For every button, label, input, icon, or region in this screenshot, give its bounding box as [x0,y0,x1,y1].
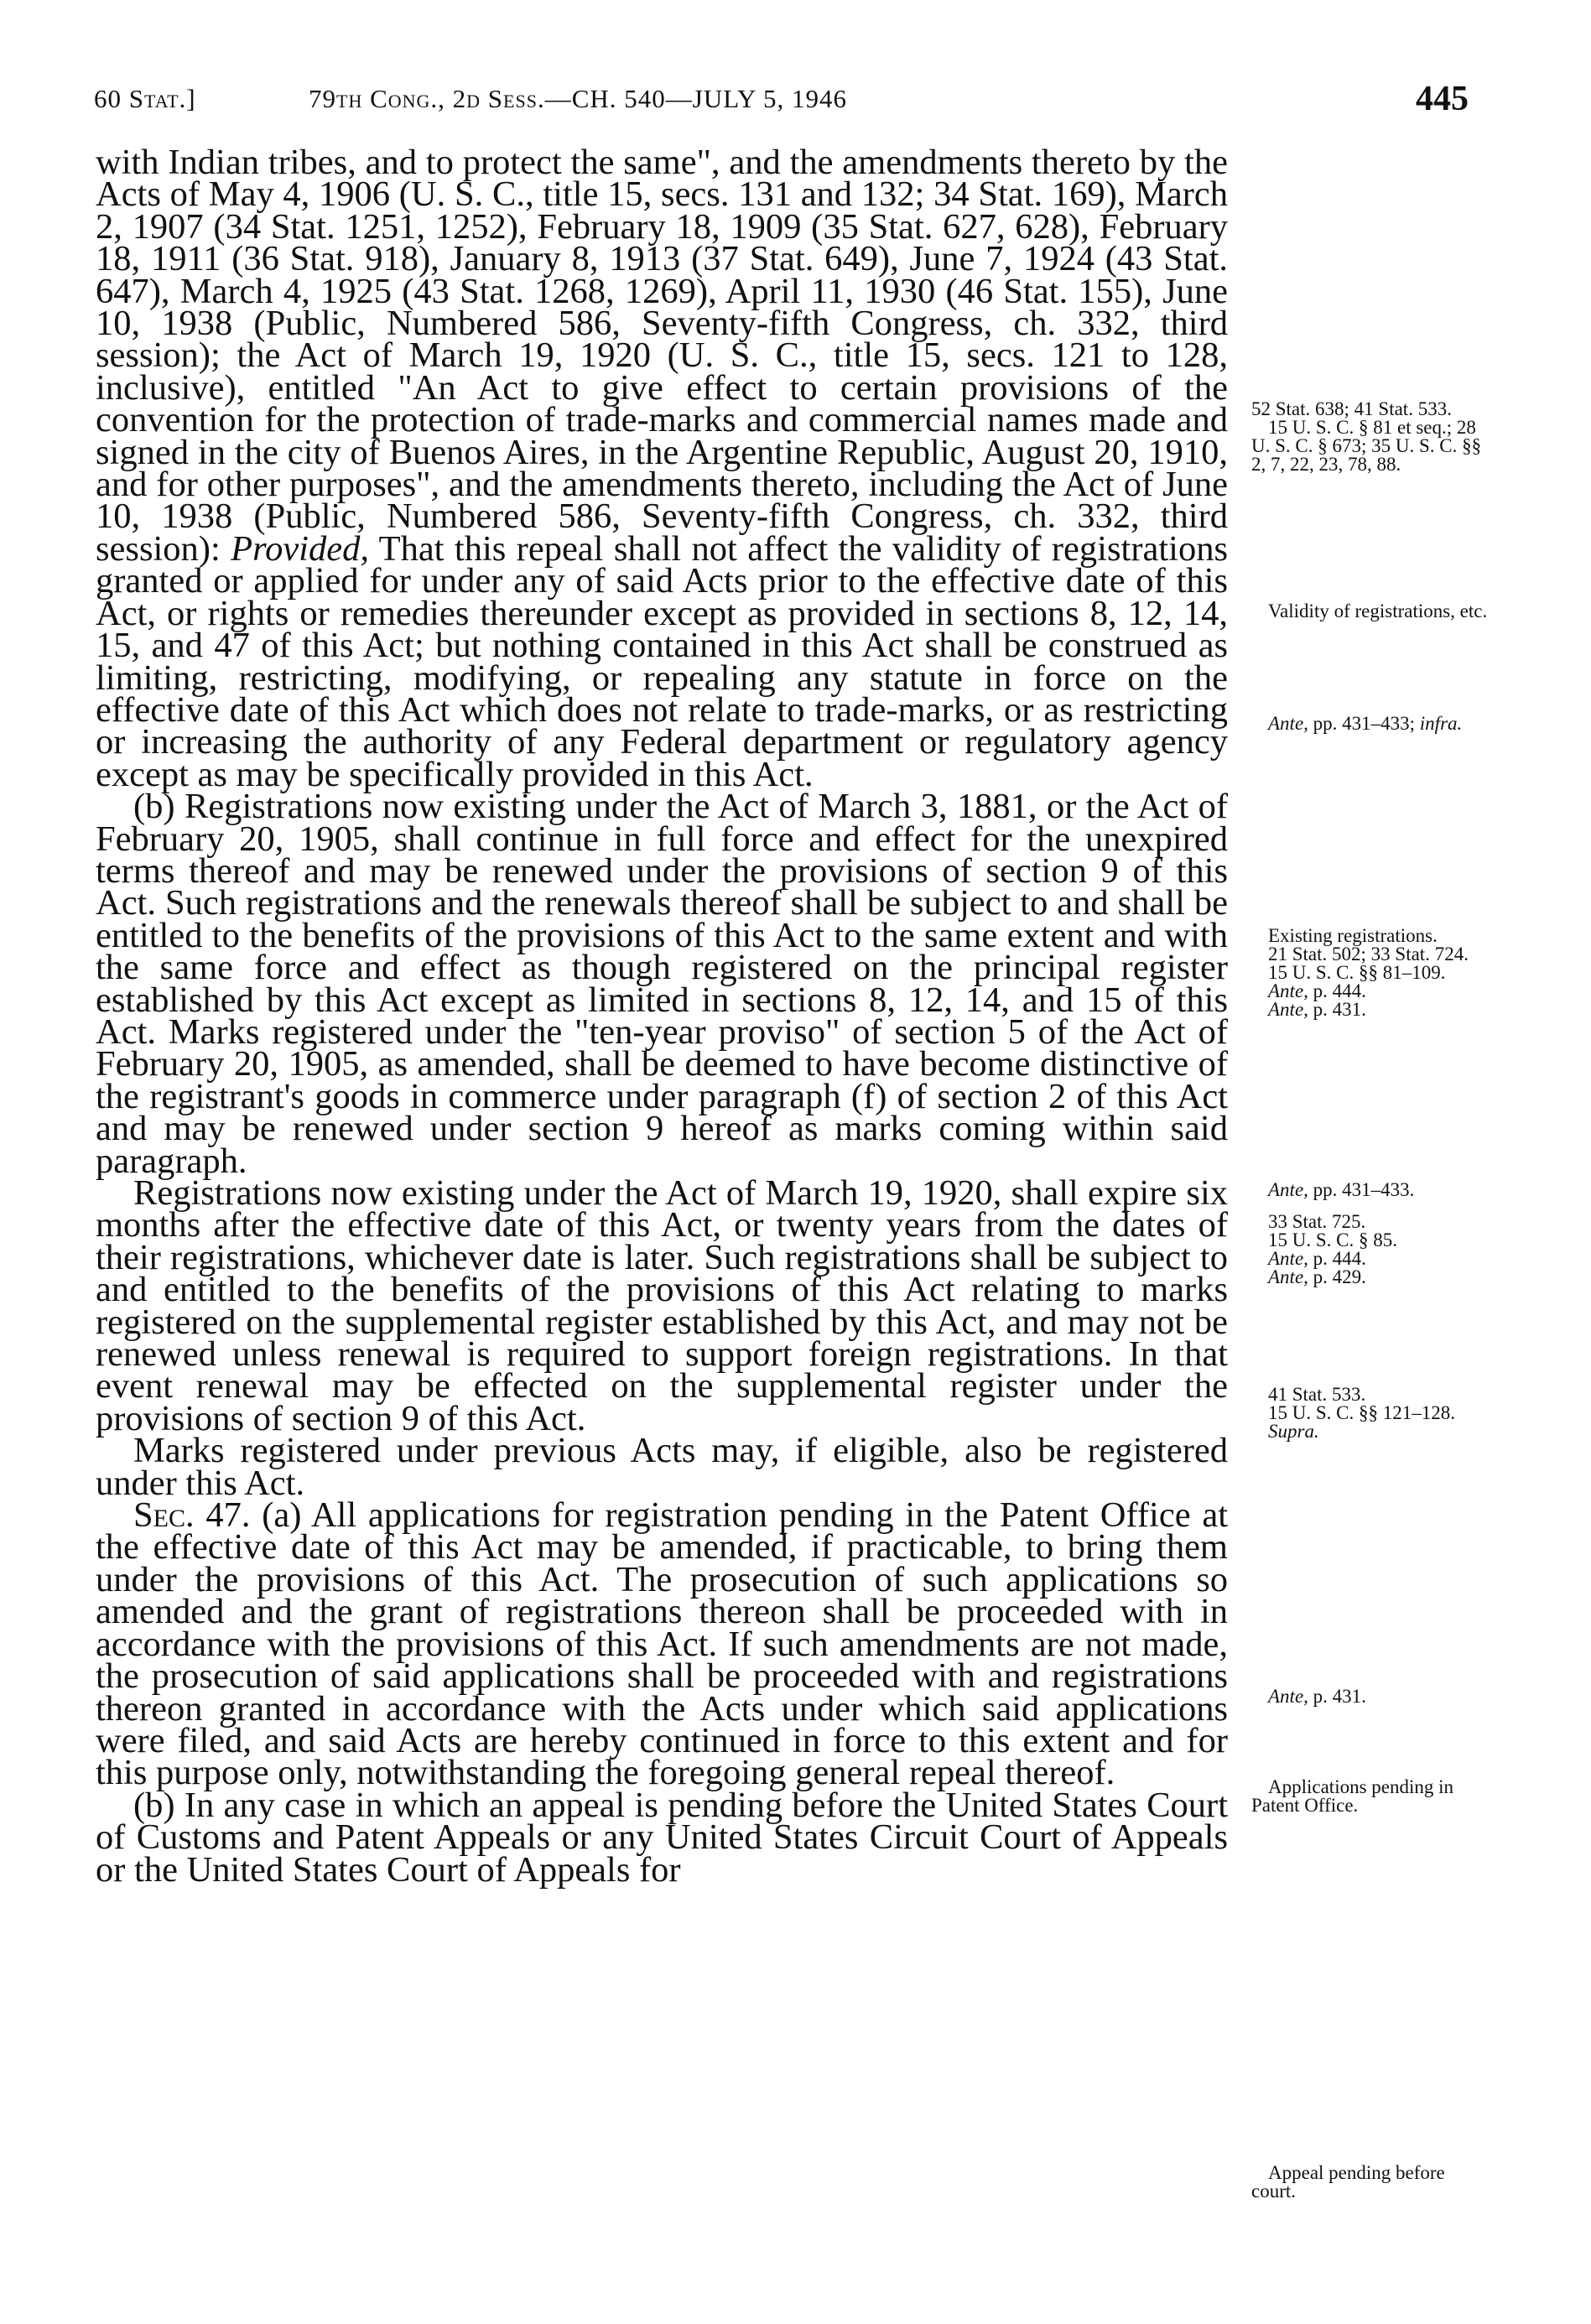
margin-note-ante-431 [1251,1687,1490,1706]
proviso-word: Provided, [231,528,369,569]
sec-47-a-text: (a) All applications for registration pending in the Patent Office at the effective date of this Act may be amended, if practicable, to bring them under the provisions of this Act. The prosecution of such applications so amended and the grant of registrations thereon shall be proceeded with in accordance with the provisions of this Act. If such amendments are not made, the prosecution of said applications shall be proceeded with and registrations thereon granted in accordance with the Acts under which said applications were filed, and said Acts are hereby continued in force to this extent and for this purpose only, notwithstanding the foregoing general repeal thereof. [96,1495,1228,1793]
supra-ref: Supra. [1268,1421,1319,1442]
note-validity-heading: Validity of registrations, etc. [1268,600,1488,621]
note-usc-citation: 15 U. S. C. § 85. [1268,1230,1397,1250]
congress-chapter-date: 79th Cong., 2d Sess.—CH. 540—JULY 5, 1946 [309,84,848,113]
page-ref: pp. 431–433; [1313,713,1416,734]
ante-ref: Ante, [1268,1266,1308,1287]
paragraph-sec-47-b: (b) In any case in which an appeal is pending before the United States Court of Customs and Patent Appeals or any United States Circuit Court of Appeals or the United States Court of Appeals for [96,1785,1228,1890]
margin-note-ante-infra [1251,715,1490,733]
ante-ref: Ante, [1268,980,1308,1001]
page-ref: p. 429. [1313,1266,1366,1287]
note-stat-citation: 52 Stat. 638; 41 Stat. 533. [1251,398,1452,419]
margin-note-citations [1251,400,1490,474]
margin-note-existing-registrations [1251,927,1490,1019]
note-applications-heading: Applications pending in Patent Office. [1251,1776,1454,1816]
page-ref: p. 431. [1313,999,1366,1020]
note-usc-citation: 15 U. S. C. §§ 121–128. [1268,1402,1455,1423]
note-stat-citation: 41 Stat. 533. [1268,1384,1366,1405]
paragraph-existing-registrations: (b) Registrations now existing under the Act of March 3, 1881, or the Act of February 20, 1905, shall continue in full force and effect for the unexpired terms thereof and may be renewed under the provisions of section 9 of this Act. Such registrations and the renewals thereof shall be subject to and shall be entitled to the benefits of the provisions of this Act to the same extent and with the same force and effect as though registered on the principal register established by this Act except as limited in sections 8, 12, 14, and 15 of this Act. Marks registered under the "ten-year proviso" of section 5 of the Act of February 20, 1905, as amended, shall be deemed to have become distinctive of the registrant's goods in commerce under paragraph (f) of section 2 of this Act and may be renewed under section 9 hereof as marks coming within said paragraph. [96,787,1228,1181]
note-stat-citation: 21 Stat. 502; 33 Stat. 724. [1268,944,1469,964]
statute-body [96,143,1228,1890]
paragraph-sec-47-a [96,1495,1228,1793]
paragraph-previous-acts: Marks registered under previous Acts may, if eligible, also be registered under this Act. [96,1431,1228,1503]
ante-ref: Ante, [1268,1686,1308,1707]
page-ref: pp. 431–433. [1313,1179,1415,1200]
running-header [0,80,1591,126]
margin-note-validity [1251,602,1490,621]
note-usc-citation: 15 U. S. C. § 81 et seq.; 28 U. S. C. § 673; 35 U. S. C. §§ 2, 7, 22, 23, 78, 88. [1251,417,1482,475]
repeal-text-part-2: That this repeal shall not affect the validity of registrations granted or applied for under any of said Acts prior to the effective date of this Act, or rights or remedies thereunder except as provided in sections 8, 12, 14, 15, and 47 of this Act; but nothing contained in this Act shall be construed as limiting, restricting, modifying, or repealing any statute in force on the effective date of this Act which does not relate to trade-marks, or as restricting or increasing the authority of any Federal department or regulatory agency except as may be specifically provided in this Act. [96,528,1228,794]
ante-ref: Ante, [1268,1248,1308,1269]
page-number: 445 [1416,80,1469,118]
statute-volume: 60 Stat.] [94,84,196,113]
margin-note-ten-year-proviso [1251,1181,1490,1287]
margin-note-1920-act [1251,1386,1490,1441]
note-stat-citation: 33 Stat. 725. [1268,1211,1366,1232]
note-appeal-heading: Appeal pending before court. [1251,2162,1445,2202]
section-label: Sec. 47. [133,1495,251,1536]
note-existing-heading: Existing registrations. [1268,925,1438,946]
page-ref: p. 444. [1313,1248,1366,1269]
page-ref: p. 444. [1313,980,1366,1001]
ante-ref: Ante, [1268,713,1308,734]
margin-note-applications-pending [1251,1778,1490,1815]
paragraph-1920-registrations: Registrations now existing under the Act of March 19, 1920, shall expire six months after the effective date of this Act, or twenty years from the dates of their registrations, whichever date is later. Such registrations shall be subject to and entitled to the benefits of the provisions of this Act relating to marks registered on the supplemental register established by this Act, and may not be renewed unless renewal is required to support foreign registrations. In that event renewal may be effected on the supplemental register under the provisions of section 9 of this Act. [96,1173,1228,1438]
ante-ref: Ante, [1268,999,1308,1020]
page-ref: p. 431. [1313,1686,1366,1707]
ante-ref: Ante, [1268,1179,1308,1200]
infra-ref: infra. [1419,713,1463,734]
note-usc-citation: 15 U. S. C. §§ 81–109. [1268,962,1446,983]
repeal-text-part-1: with Indian tribes, and to protect the same", and the amendments thereto by the Acts of May 4, 1906 (U. S. C., title 15, secs. 131 and 132; 34 Stat. 169), March 2, 1907 (34 Stat. 1251, 1252), February 18, 1909 (35 Stat. 627, 628), February 18, 1911 (36 Stat. 918), January 8, 1913 (37 Stat. 649), June 7, 1924 (43 Stat. 647), March 4, 1925 (43 Stat. 1268, 1269), April 11, 1930 (46 Stat. 155), June 10, 1938 (Public, Numbered 586, Seventy-fifth Congress, ch. 332, third session); the Act of March 19, 1920 (U. S. C., title 15, secs. 121 to 128, inclusive), entitled "An Act to give effect to certain provisions of the convention for the protection of trade-marks and commercial names made and signed in the city of Buenos Aires, in the Argentine Republic, August 20, 1910, and for other purposes", and the amendments thereto, including the Act of June 10, 1938 (Public, Numbered 586, Seventy-fifth Congress, ch. 332, third session): [96,143,1228,569]
paragraph-repeal [96,143,1228,794]
margin-note-appeal-pending [1251,2164,1490,2201]
